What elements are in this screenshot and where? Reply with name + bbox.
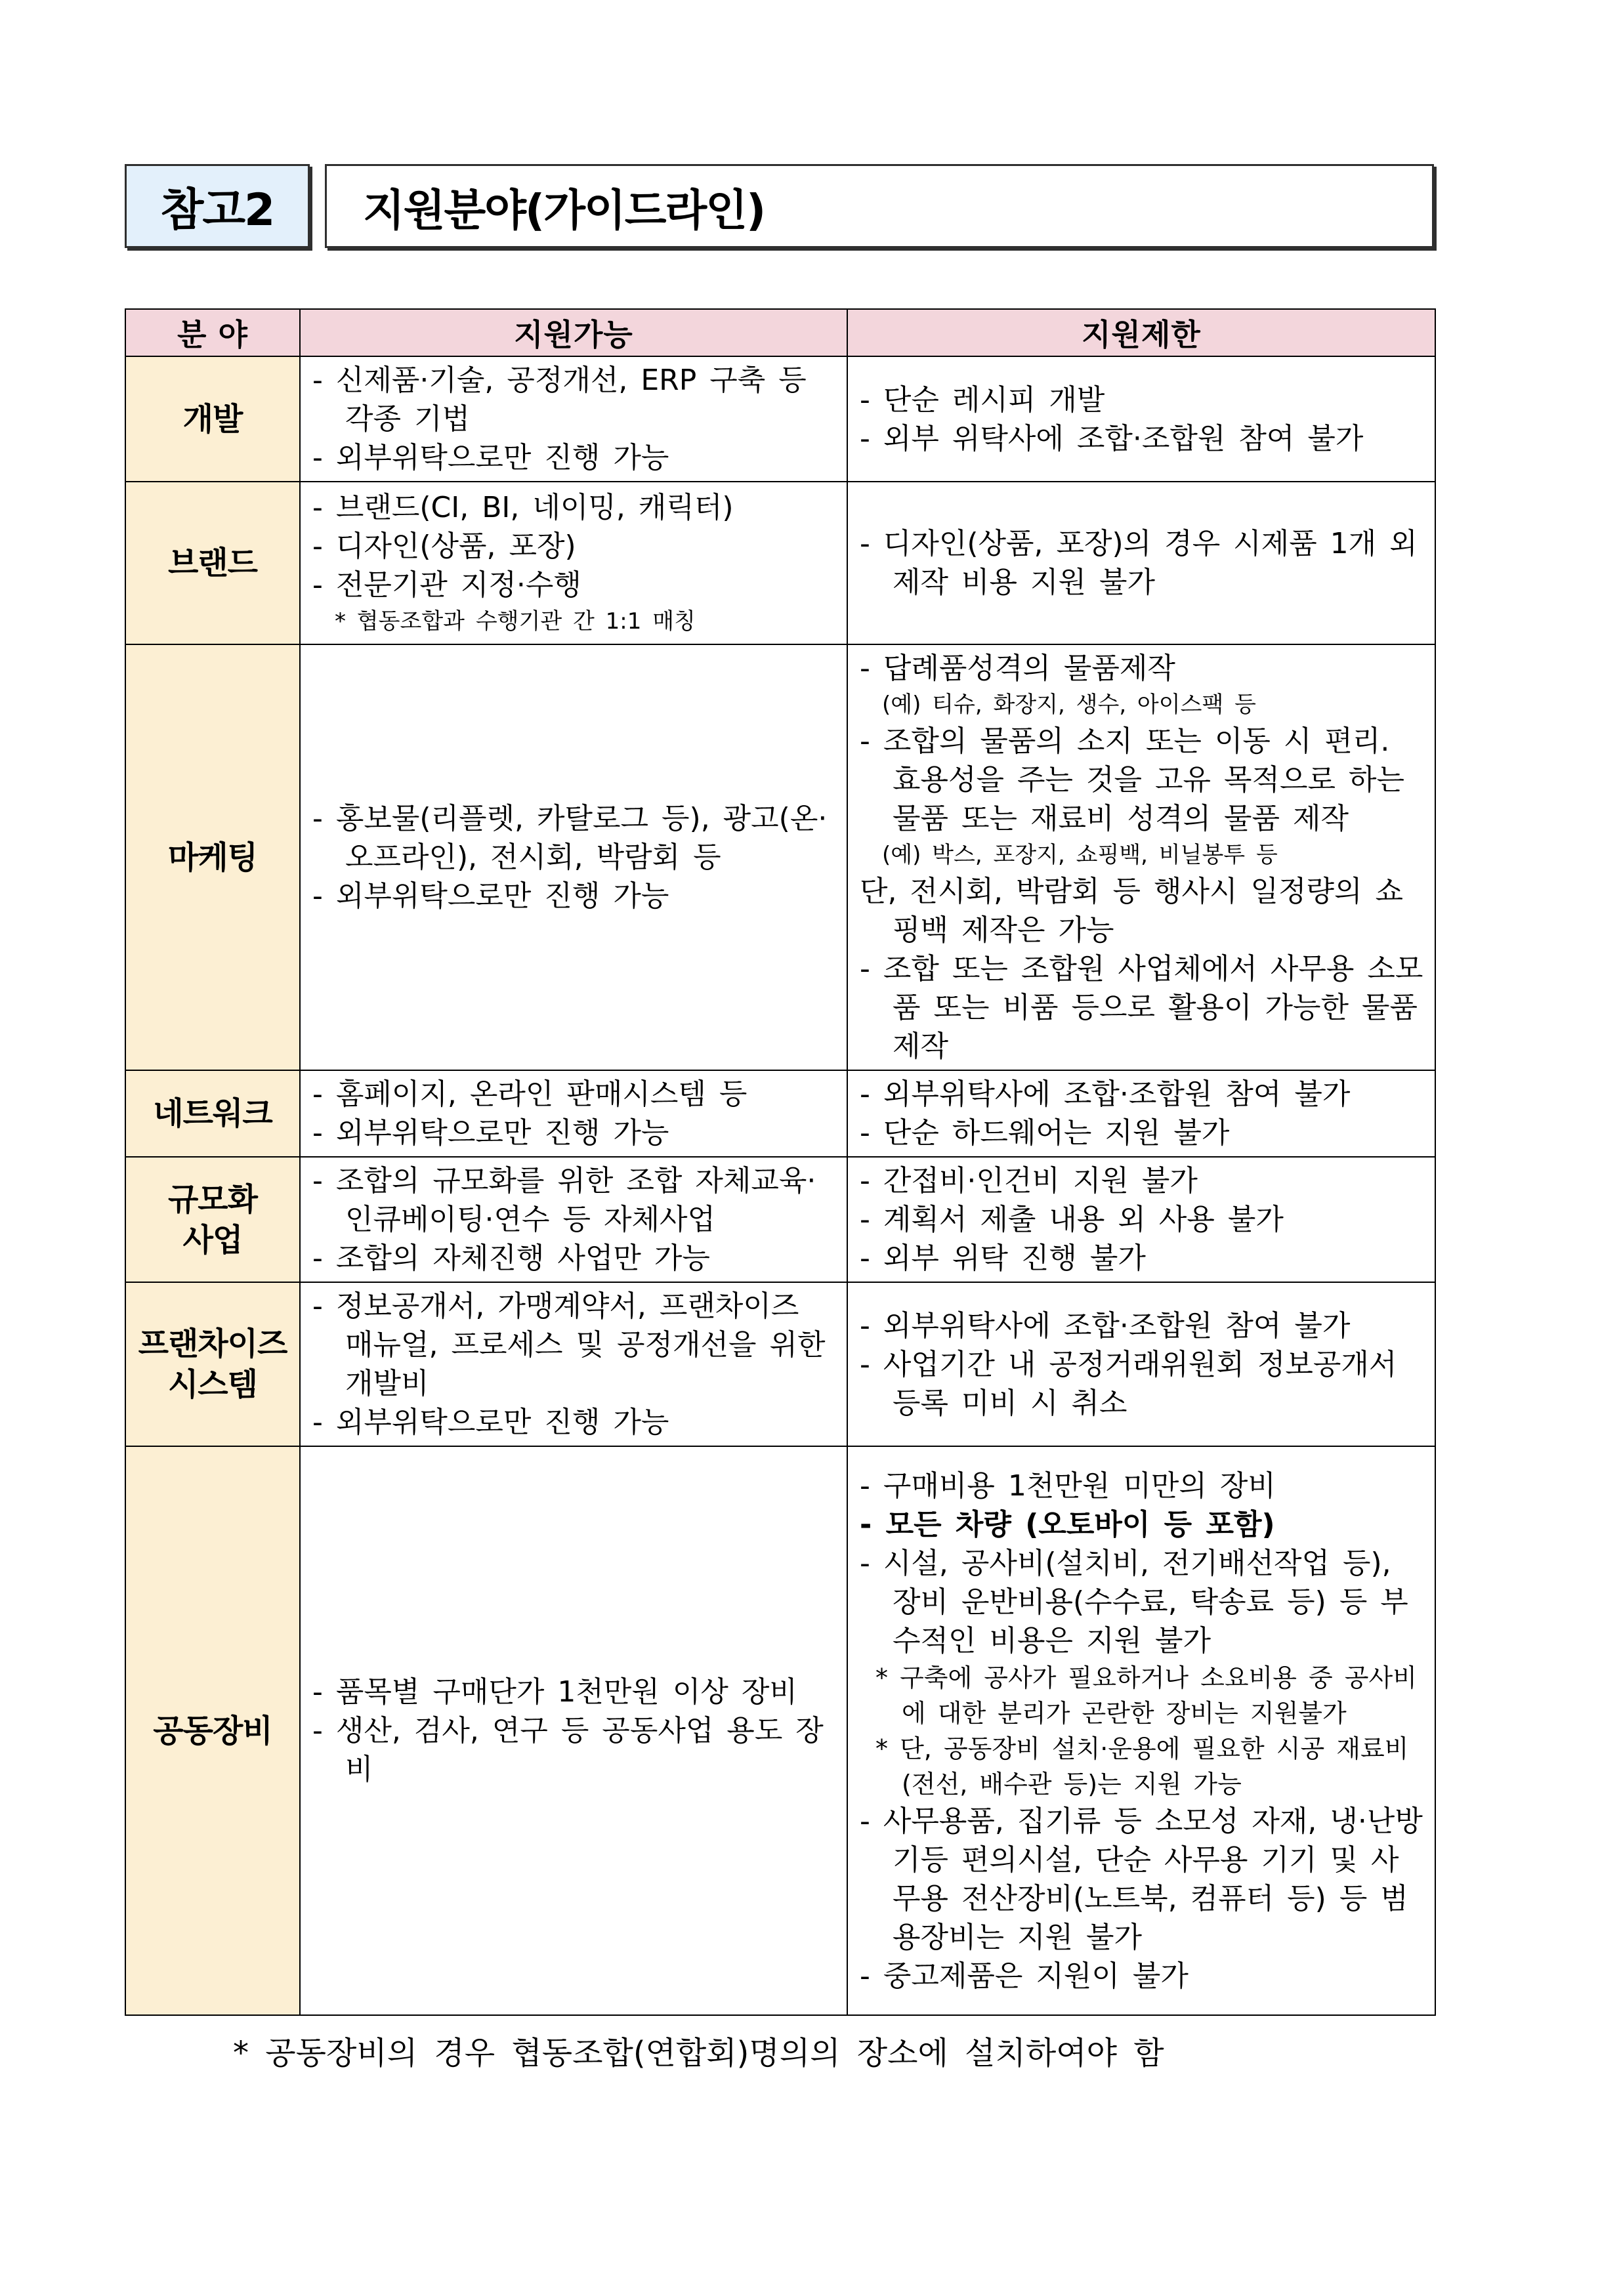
- allowed-cell: [300, 1282, 847, 1446]
- allowed-item: - 정보공개서, 가맹계약서, 프랜차이즈 매뉴얼, 프로세스 및 공정개선을 위한 개발비: [312, 1289, 826, 1400]
- allowed-cell: [300, 1070, 847, 1157]
- restricted-item: * 단, 공동장비 설치·운용에 필요한 시공 재료비(전선, 배수관 등)는 지원 가능: [875, 1734, 1409, 1799]
- restricted-item: - 디자인(상품, 포장)의 경우 시제품 1개 외 제작 비용 지원 불가: [860, 527, 1418, 599]
- restricted-item: - 조합 또는 조합원 사업체에서 사무용 소모품 또는 비품 등으로 활용이 가능한 물품 제작: [860, 952, 1423, 1063]
- restricted-item: - 시설, 공사비(설치비, 전기배선작업 등), 장비 운반비용(수수료, 탁송료 등) 등 부수적인 비용은 지원 불가: [860, 1546, 1408, 1658]
- restricted-item: - 모든 차량 (오토바이 등 포함): [860, 1507, 1275, 1541]
- restricted-item: (예) 박스, 포장지, 쇼핑백, 비닐봉투 등: [882, 842, 1278, 868]
- table-row: [125, 482, 1435, 644]
- header-restricted: 지원제한: [847, 309, 1435, 356]
- restricted-item: - 조합의 물품의 소지 또는 이동 시 편리. 효용성을 주는 것을 고유 목적으로 하는 물품 또는 재료비 성격의 물품 제작: [860, 724, 1404, 835]
- category-cell: [125, 1446, 300, 2015]
- category-cell: [125, 644, 300, 1070]
- category-cell: [125, 1070, 300, 1157]
- table-row: [125, 1070, 1435, 1157]
- footnote: * 공동장비의 경우 협동조합(연합회)명의의 장소에 설치하여야 함: [233, 2035, 1164, 2072]
- guideline-table: [125, 308, 1436, 2016]
- restricted-cell: [847, 482, 1435, 644]
- allowed-cell: [300, 1446, 847, 2015]
- restricted-item: - 답례품성격의 물품제작: [860, 652, 1175, 685]
- restricted-item: 단, 전시회, 박람회 등 행사시 일정량의 쇼핑백 제작은 가능: [860, 875, 1403, 947]
- restricted-item: - 외부 위탁 진행 불가: [860, 1242, 1146, 1275]
- allowed-item: - 홍보물(리플렛, 카탈로그 등), 광고(온·오프라인), 전시회, 박람회 등: [312, 802, 828, 874]
- category-label: 개발: [182, 400, 243, 438]
- allowed-item: - 조합의 규모화를 위한 조합 자체교육· 인큐베이팅·연수 등 자체사업: [312, 1164, 816, 1236]
- restricted-item: - 단순 레시피 개발: [860, 383, 1105, 417]
- header-category: 분 야: [125, 309, 300, 356]
- allowed-item: - 생산, 검사, 연구 등 공동사업 용도 장비: [312, 1714, 824, 1786]
- restricted-item: - 단순 하드웨어는 지원 불가: [860, 1116, 1230, 1150]
- table-row: [125, 1282, 1435, 1446]
- allowed-item: - 디자인(상품, 포장): [312, 529, 576, 563]
- restricted-cell: [847, 1446, 1435, 2015]
- restricted-cell: [847, 1070, 1435, 1157]
- category-label: 브랜드: [167, 545, 258, 581]
- header-allowed: 지원가능: [300, 309, 847, 356]
- allowed-cell: [300, 644, 847, 1070]
- category-cell: [125, 356, 300, 482]
- restricted-cell: [847, 356, 1435, 482]
- allowed-item: - 품목별 구매단가 1천만원 이상 장비: [312, 1675, 797, 1709]
- restricted-item: - 중고제품은 지원이 불가: [860, 1959, 1189, 1993]
- restricted-item: - 외부위탁사에 조합·조합원 참여 불가: [860, 1308, 1351, 1343]
- restricted-item: - 계획서 제출 내용 외 사용 불가: [860, 1203, 1284, 1236]
- category-cell: [125, 482, 300, 644]
- allowed-item: - 외부위탁으로만 진행 가능: [312, 879, 669, 913]
- table-body: [125, 356, 1435, 2015]
- allowed-cell: [300, 482, 847, 644]
- category-label: 네트워크: [153, 1095, 272, 1132]
- category-label: 공동장비: [153, 1712, 272, 1749]
- category-label: 마케팅: [167, 839, 258, 876]
- restricted-item: - 외부 위탁사에 조합·조합원 참여 불가: [860, 421, 1364, 455]
- table-row: [125, 644, 1435, 1070]
- category-label: 사업: [182, 1221, 243, 1259]
- restricted-cell: [847, 644, 1435, 1070]
- category-label: 시스템: [167, 1366, 258, 1403]
- allowed-item: * 협동조합과 수행기관 간 1:1 매칭: [335, 608, 696, 635]
- restricted-item: - 외부위탁사에 조합·조합원 참여 불가: [860, 1077, 1351, 1111]
- allowed-item: - 전문기관 지정·수행: [312, 568, 581, 602]
- allowed-item: - 브랜드(CI, BI, 네이밍, 캐릭터): [312, 490, 734, 524]
- restricted-item: (예) 티슈, 화장지, 생수, 아이스팩 등: [882, 692, 1256, 718]
- restricted-item: * 구축에 공사가 필요하거나 소요비용 중 공사비에 대한 분리가 곤란한 장비는 지원불가: [875, 1663, 1417, 1728]
- table-row: [125, 1157, 1435, 1282]
- table-row: [125, 1446, 1435, 2015]
- allowed-item: - 외부위탁으로만 진행 가능: [312, 1116, 669, 1150]
- restricted-cell: [847, 1282, 1435, 1446]
- allowed-cell: [300, 356, 847, 482]
- page-title: 지원분야(가이드라인): [325, 164, 1434, 248]
- restricted-item: - 구매비용 1천만원 미만의 장비: [860, 1469, 1276, 1503]
- restricted-item: - 간접비·인건비 지원 불가: [860, 1164, 1198, 1198]
- reference-label: 참고2: [125, 164, 310, 248]
- allowed-item: - 외부위탁으로만 진행 가능: [312, 1406, 669, 1439]
- restricted-item: - 사무용품, 집기류 등 소모성 자재, 냉·난방기등 편의시설, 단순 사무용 기기 및 사무용 전산장비(노트북, 컴퓨터 등) 등 범용장비는 지원 불가: [860, 1804, 1423, 1954]
- allowed-cell: [300, 1157, 847, 1282]
- restricted-item: - 사업기간 내 공정거래위원회 정보공개서 등록 미비 시 취소: [860, 1347, 1397, 1420]
- allowed-item: - 홈페이지, 온라인 판매시스템 등: [312, 1077, 747, 1111]
- table-header-row: [125, 309, 1435, 356]
- allowed-item: - 조합의 자체진행 사업만 가능: [312, 1242, 710, 1275]
- table-row: [125, 356, 1435, 482]
- restricted-cell: [847, 1157, 1435, 1282]
- category-label: 규모화: [167, 1180, 258, 1218]
- category-cell: [125, 1282, 300, 1446]
- category-cell: [125, 1157, 300, 1282]
- category-label: 프랜차이즈: [138, 1325, 287, 1362]
- allowed-item: - 외부위탁으로만 진행 가능: [312, 441, 669, 474]
- allowed-item: - 신제품·기술, 공정개선, ERP 구축 등 각종 기법: [312, 364, 807, 436]
